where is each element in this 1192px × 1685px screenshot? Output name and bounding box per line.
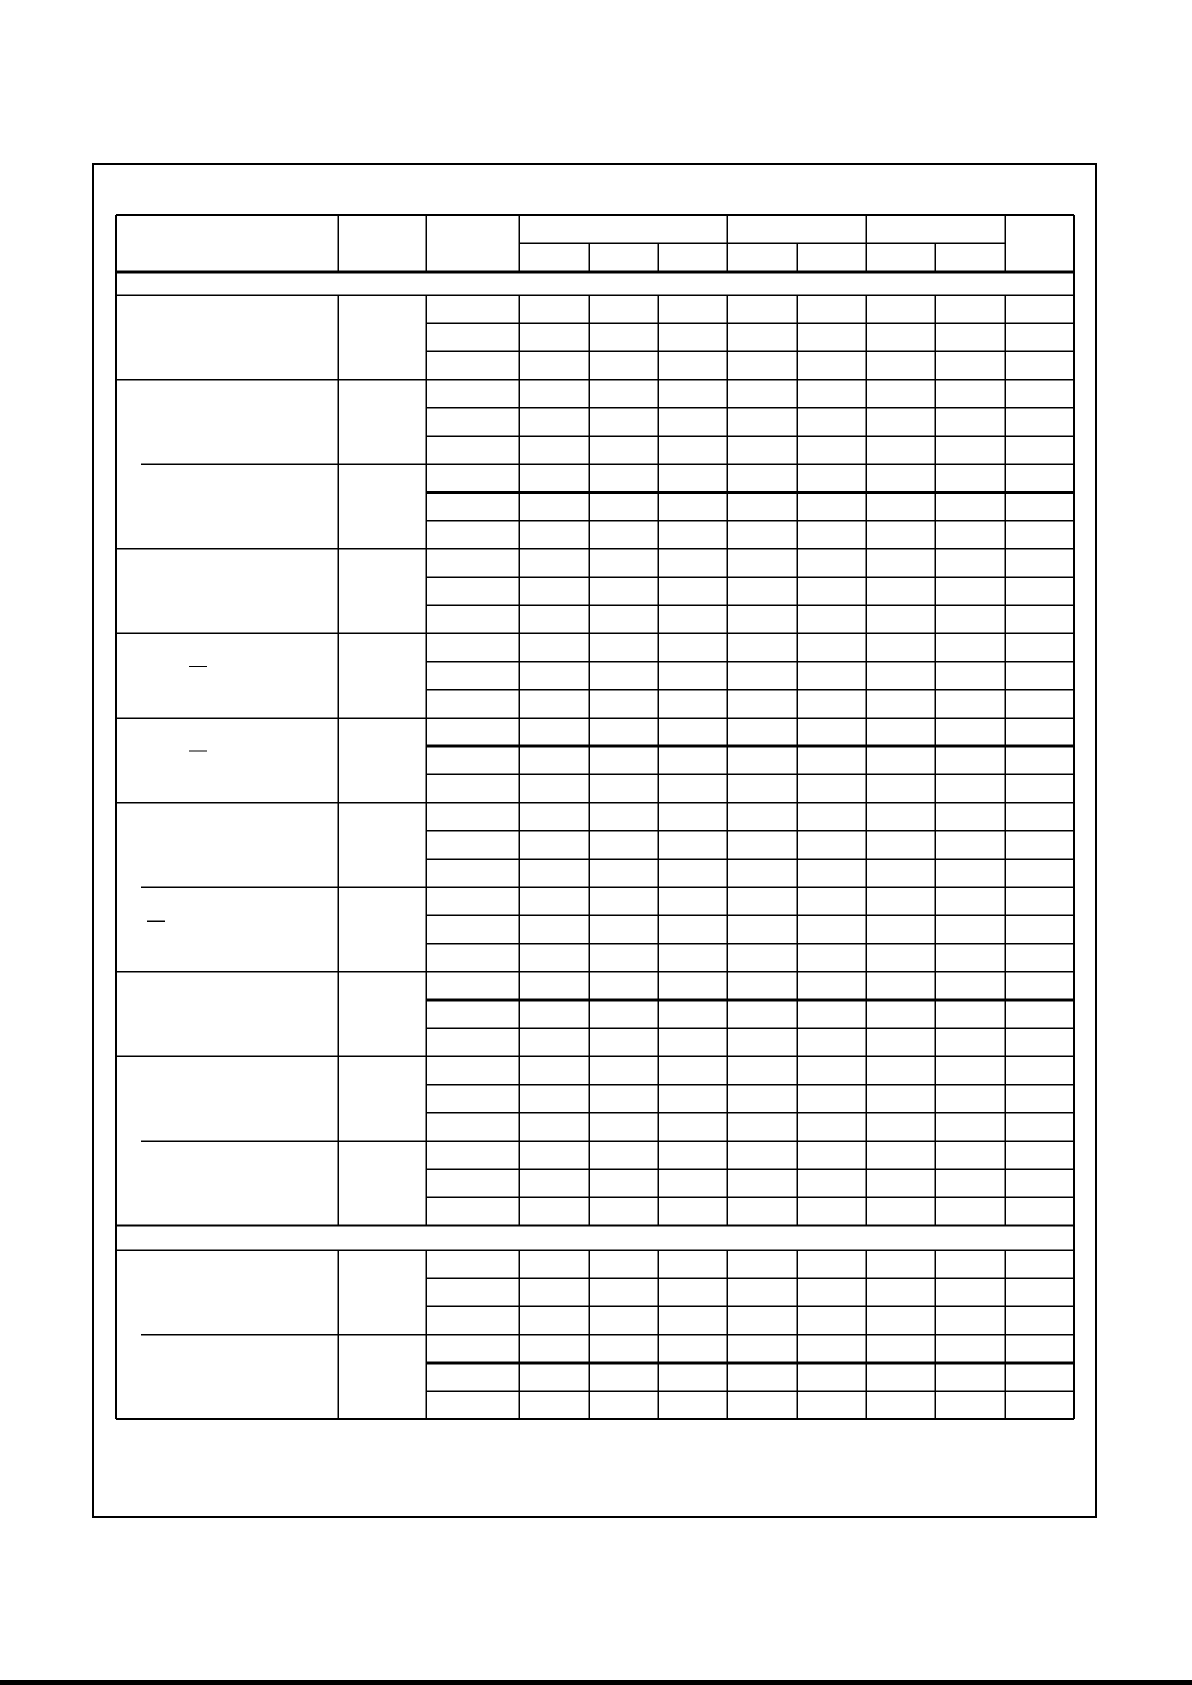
page-bottom-rule [0,1680,1192,1685]
